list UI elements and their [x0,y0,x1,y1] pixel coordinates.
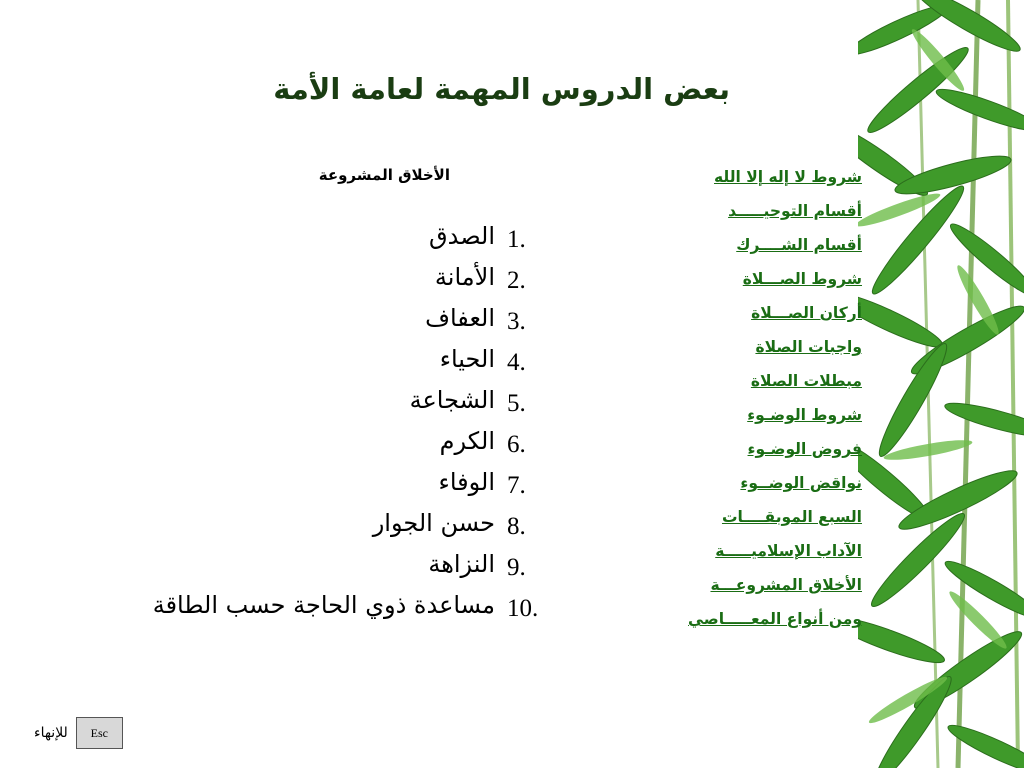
lesson-nav-links [620,160,862,636]
nav-link-wudu-conditions[interactable]: شروط الوضـوء [747,406,862,424]
bamboo-decoration [858,0,1024,768]
list-item-number: 1. [507,226,526,253]
list-item-number: 8. [507,513,526,540]
page-title: بعض الدروس المهمة لعامة الأمة [273,72,730,106]
nav-link-wudu-obligations[interactable]: فروض الوضـوء [747,440,862,458]
list-item-number: 9. [507,554,526,581]
list-item [100,550,550,591]
list-item [100,222,550,263]
list-item-text: حسن الجوار [372,509,495,537]
nav-link-sin-types[interactable]: ومن أنواع المعـــــاصي [688,610,862,628]
list-item-text: الحياء [439,345,495,373]
list-item [100,427,550,468]
list-item-text: الكرم [439,427,495,455]
list-item-text: النزاهة [428,550,495,578]
ethics-list [100,222,550,632]
list-item-text: مساعدة ذوي الحاجة حسب الطاقة [152,591,495,619]
list-item [100,509,550,550]
list-item-number: 3. [507,308,526,335]
list-item-text: الصدق [428,222,495,250]
nav-link-seven-destructive-sins[interactable]: السبع الموبقــــات [721,508,862,526]
list-item [100,263,550,304]
list-item-number: 4. [507,349,526,376]
nav-link-prayer-pillars[interactable]: أركان الصـــلاة [751,304,862,322]
section-subtitle: الأخلاق المشروعة [318,166,450,184]
nav-link-tawhid-types[interactable]: أقسام التوحيـــــد [728,202,862,220]
list-item-text: الشجاعة [409,386,495,414]
list-item-text: العفاف [425,304,495,332]
esc-button[interactable]: Esc [76,717,123,749]
list-item-number: 5. [507,390,526,417]
list-item [100,345,550,386]
nav-link-lawful-ethics[interactable]: الأخلاق المشروعـــة [710,576,862,594]
nav-link-shahada-conditions[interactable]: شروط لا إله إلا الله [714,168,862,186]
list-item-number: 6. [507,431,526,458]
nav-link-wudu-nullifiers[interactable]: نواقض الوضــوء [740,474,862,492]
exit-control [34,716,123,750]
nav-link-prayer-invalidators[interactable]: مبطلات الصلاة [750,372,862,390]
nav-link-shirk-types[interactable]: أقسام الشــــرك [736,236,862,254]
list-item [100,468,550,509]
exit-label: للإنهاء [34,725,68,741]
list-item [100,591,550,632]
nav-link-islamic-manners[interactable]: الآداب الإسلاميـــــة [715,542,862,560]
list-item-text: الأمانة [434,263,495,291]
nav-link-prayer-obligations[interactable]: واجبات الصلاة [755,338,862,356]
list-item-number: 7. [507,472,526,499]
nav-link-prayer-conditions[interactable]: شروط الصـــلاة [742,270,862,288]
list-item [100,304,550,345]
list-item [100,386,550,427]
list-item-number: 2. [507,267,526,294]
list-item-number: 10. [507,595,539,622]
list-item-text: الوفاء [438,468,495,496]
